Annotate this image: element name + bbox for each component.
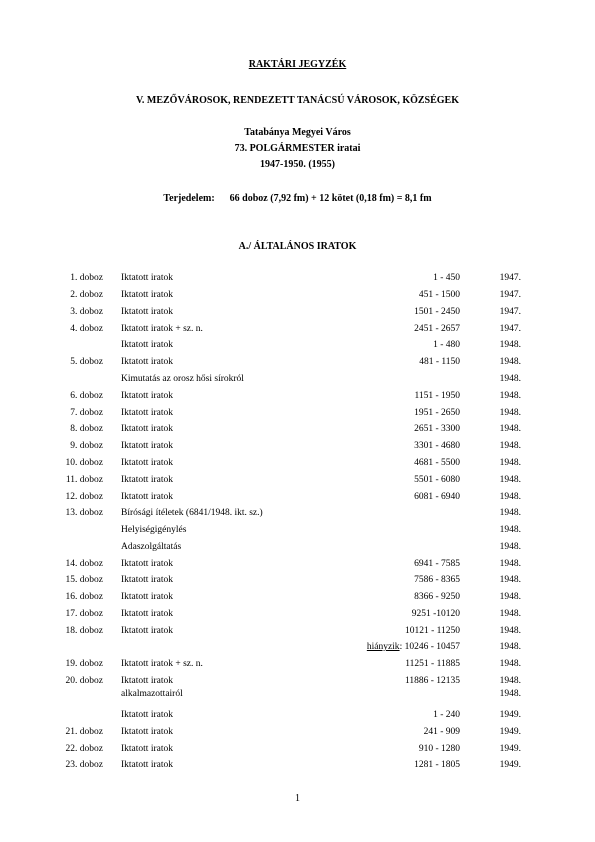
record-year: 1947. bbox=[499, 324, 521, 334]
range-value: 241 - 909 bbox=[423, 727, 460, 737]
table-row bbox=[0, 760, 595, 775]
record-description: Iktatott iratok bbox=[121, 609, 173, 619]
record-range bbox=[300, 458, 460, 468]
record-description: Iktatott iratok bbox=[121, 357, 173, 367]
record-range bbox=[300, 391, 460, 401]
table-row bbox=[0, 408, 595, 423]
record-range bbox=[300, 340, 460, 350]
box-number: 18. doboz bbox=[65, 626, 103, 636]
record-year: 1948. bbox=[499, 458, 521, 468]
record-year: 1948. bbox=[499, 374, 521, 384]
table-row bbox=[0, 307, 595, 322]
record-range bbox=[300, 441, 460, 451]
record-description: Iktatott iratok + sz. n. bbox=[121, 659, 203, 669]
record-range bbox=[300, 609, 460, 619]
box-number: 16. doboz bbox=[65, 592, 103, 602]
range-value: 1951 - 2650 bbox=[414, 408, 460, 418]
range-value: 7586 - 8365 bbox=[414, 575, 460, 585]
table-row bbox=[0, 441, 595, 456]
box-number: 14. doboz bbox=[65, 559, 103, 569]
box-number: 4. doboz bbox=[70, 324, 103, 334]
range-value: 10121 - 11250 bbox=[404, 626, 460, 636]
record-year: 1948. bbox=[499, 676, 521, 686]
box-number: 2. doboz bbox=[70, 290, 103, 300]
record-year: 1947. bbox=[499, 307, 521, 317]
record-range bbox=[300, 626, 460, 636]
record-year: 1947. bbox=[499, 273, 521, 283]
record-range bbox=[300, 324, 460, 334]
box-number: 23. doboz bbox=[65, 760, 103, 770]
box-number: 21. doboz bbox=[65, 727, 103, 737]
range-value: 11251 - 11885 bbox=[405, 659, 460, 669]
box-number: 1. doboz bbox=[70, 273, 103, 283]
range-value: 481 - 1150 bbox=[419, 357, 460, 367]
range-value: 1 - 240 bbox=[433, 710, 460, 720]
box-number: 13. doboz bbox=[65, 508, 103, 518]
range-value: 6941 - 7585 bbox=[414, 559, 460, 569]
box-number: 20. doboz bbox=[65, 676, 103, 686]
record-description: Iktatott iratok bbox=[121, 340, 173, 350]
table-row bbox=[0, 626, 595, 641]
box-number: 3. doboz bbox=[70, 307, 103, 317]
range-value: 11886 - 12135 bbox=[404, 676, 460, 686]
table-row bbox=[0, 475, 595, 490]
record-range bbox=[300, 760, 460, 770]
record-range bbox=[300, 659, 460, 669]
range-value: 6081 - 6940 bbox=[414, 492, 460, 502]
record-description: Iktatott iratok bbox=[121, 710, 173, 720]
record-year: 1947. bbox=[499, 290, 521, 300]
record-year: 1948. bbox=[499, 659, 521, 669]
record-year: 1948. bbox=[499, 475, 521, 485]
record-range bbox=[300, 710, 460, 720]
record-description: Iktatott iratok bbox=[121, 575, 173, 585]
box-number: 22. doboz bbox=[65, 744, 103, 754]
record-range bbox=[300, 408, 460, 418]
range-value: 8366 - 9250 bbox=[414, 592, 460, 602]
record-description: Iktatott iratok bbox=[121, 475, 173, 485]
range-value: 1501 - 2450 bbox=[414, 307, 460, 317]
table-row bbox=[0, 290, 595, 305]
record-range bbox=[300, 357, 460, 367]
box-number: 10. doboz bbox=[65, 458, 103, 468]
record-description: Kimutatás az orosz hősi sírokról bbox=[121, 374, 244, 384]
record-year: 1948. bbox=[499, 340, 521, 350]
extent-line bbox=[0, 193, 595, 204]
document-title: RAKTÁRI JEGYZÉK bbox=[248, 59, 347, 70]
record-range bbox=[300, 307, 460, 317]
record-range bbox=[300, 475, 460, 485]
range-value: 1281 - 1805 bbox=[414, 760, 460, 770]
record-year: 1948. bbox=[499, 642, 521, 652]
record-description: Iktatott iratok bbox=[121, 441, 173, 451]
record-description: Iktatott iratok bbox=[121, 408, 173, 418]
page-number: 1 bbox=[295, 793, 300, 804]
box-number: 8. doboz bbox=[70, 424, 103, 434]
box-number: 17. doboz bbox=[65, 609, 103, 619]
table-row bbox=[0, 324, 595, 339]
box-number: 15. doboz bbox=[65, 575, 103, 585]
table-row bbox=[0, 575, 595, 590]
record-year: 1948. bbox=[499, 441, 521, 451]
record-year: 1948. bbox=[499, 391, 521, 401]
section-heading: V. MEZŐVÁROSOK, RENDEZETT TANÁCSÚ VÁROSOK, KÖZSÉGEK bbox=[135, 95, 460, 106]
range-value: 1151 - 1950 bbox=[414, 391, 460, 401]
table-row bbox=[0, 659, 595, 674]
table-row bbox=[0, 609, 595, 624]
record-year: 1948. bbox=[499, 542, 521, 552]
record-year: 1948. bbox=[499, 492, 521, 502]
record-description: Iktatott iratok bbox=[121, 492, 173, 502]
record-range bbox=[300, 424, 460, 434]
fond-years: 1947-1950. (1955) bbox=[260, 159, 335, 170]
table-row bbox=[0, 273, 595, 288]
box-number: 11. doboz bbox=[65, 475, 103, 485]
record-range bbox=[300, 676, 460, 686]
extent-value: 66 doboz (7,92 fm) + 12 kötet (0,18 fm) = 8,1 fm bbox=[229, 193, 432, 204]
table-row bbox=[0, 424, 595, 439]
record-description: Iktatott iratok bbox=[121, 559, 173, 569]
record-range bbox=[300, 642, 460, 652]
fond-name: 73. POLGÁRMESTER iratai bbox=[234, 143, 361, 154]
record-range bbox=[300, 727, 460, 737]
table-row bbox=[0, 744, 595, 759]
table-row bbox=[0, 340, 595, 355]
record-description: Iktatott iratok bbox=[121, 744, 173, 754]
range-value: 2451 - 2657 bbox=[414, 324, 460, 334]
table-row bbox=[0, 642, 595, 657]
table-row bbox=[0, 689, 595, 704]
range-value: 9251 -10120 bbox=[411, 609, 460, 619]
table-row bbox=[0, 357, 595, 372]
record-description: Iktatott iratok bbox=[121, 592, 173, 602]
range-value: 2651 - 3300 bbox=[414, 424, 460, 434]
table-row bbox=[0, 710, 595, 725]
record-range bbox=[300, 559, 460, 569]
record-year: 1949. bbox=[499, 727, 521, 737]
range-value: : 10246 - 10457 bbox=[399, 642, 460, 652]
record-description: Iktatott iratok bbox=[121, 391, 173, 401]
range-value: 3301 - 4680 bbox=[414, 441, 460, 451]
box-number: 7. doboz bbox=[70, 408, 103, 418]
record-range bbox=[300, 492, 460, 502]
record-range bbox=[300, 575, 460, 585]
record-year: 1948. bbox=[499, 689, 521, 699]
range-value: 451 - 1500 bbox=[418, 290, 460, 300]
table-row bbox=[0, 508, 595, 523]
record-description: Adaszolgáltatás bbox=[121, 542, 182, 552]
box-number: 6. doboz bbox=[70, 391, 103, 401]
range-value: 5501 - 6080 bbox=[414, 475, 460, 485]
table-row bbox=[0, 727, 595, 742]
box-number: 19. doboz bbox=[65, 659, 103, 669]
table-row bbox=[0, 391, 595, 406]
table-row bbox=[0, 592, 595, 607]
record-year: 1949. bbox=[499, 760, 521, 770]
record-year: 1948. bbox=[499, 424, 521, 434]
table-row bbox=[0, 492, 595, 507]
box-number: 9. doboz bbox=[70, 441, 103, 451]
record-year: 1948. bbox=[499, 508, 521, 518]
table-row bbox=[0, 374, 595, 389]
record-range bbox=[300, 273, 460, 283]
record-description: alkalmazottairól bbox=[121, 689, 183, 699]
table-row bbox=[0, 458, 595, 473]
box-number: 5. doboz bbox=[70, 357, 103, 367]
record-description: Iktatott iratok bbox=[121, 290, 173, 300]
record-year: 1948. bbox=[499, 408, 521, 418]
record-range bbox=[300, 744, 460, 754]
record-description: Iktatott iratok bbox=[121, 727, 173, 737]
record-year: 1948. bbox=[499, 575, 521, 585]
record-year: 1948. bbox=[499, 357, 521, 367]
range-value: 1 - 450 bbox=[433, 273, 460, 283]
record-description: Iktatott iratok bbox=[121, 424, 173, 434]
record-description: Iktatott iratok + sz. n. bbox=[121, 324, 203, 334]
city-name: Tatabánya Megyei Város bbox=[244, 127, 351, 138]
range-value: 910 - 1280 bbox=[418, 744, 460, 754]
record-description: Iktatott iratok bbox=[121, 760, 173, 770]
extent-label: Terjedelem: bbox=[163, 193, 215, 204]
missing-label: hiányzik bbox=[366, 642, 400, 652]
record-description: Iktatott iratok bbox=[121, 458, 173, 468]
subsection-heading: A./ ÁLTALÁNOS IRATOK bbox=[238, 241, 357, 252]
table-row bbox=[0, 525, 595, 540]
range-value: 4681 - 5500 bbox=[414, 458, 460, 468]
table-row bbox=[0, 542, 595, 557]
record-year: 1949. bbox=[499, 710, 521, 720]
table-row bbox=[0, 559, 595, 574]
record-year: 1948. bbox=[499, 592, 521, 602]
record-description: Iktatott iratok bbox=[121, 676, 173, 686]
range-value: 1 - 480 bbox=[433, 340, 460, 350]
record-year: 1948. bbox=[499, 559, 521, 569]
record-range bbox=[300, 592, 460, 602]
record-year: 1948. bbox=[499, 525, 521, 535]
record-year: 1949. bbox=[499, 744, 521, 754]
record-description: Iktatott iratok bbox=[121, 273, 173, 283]
record-range bbox=[300, 290, 460, 300]
record-year: 1948. bbox=[499, 626, 521, 636]
record-year: 1948. bbox=[499, 609, 521, 619]
record-description: Iktatott iratok bbox=[121, 626, 173, 636]
record-description: Helyiségigénylés bbox=[121, 525, 187, 535]
box-number: 12. doboz bbox=[65, 492, 103, 502]
record-description: Iktatott iratok bbox=[121, 307, 173, 317]
record-description: Bírósági ítéletek (6841/1948. ikt. sz.) bbox=[121, 508, 263, 518]
